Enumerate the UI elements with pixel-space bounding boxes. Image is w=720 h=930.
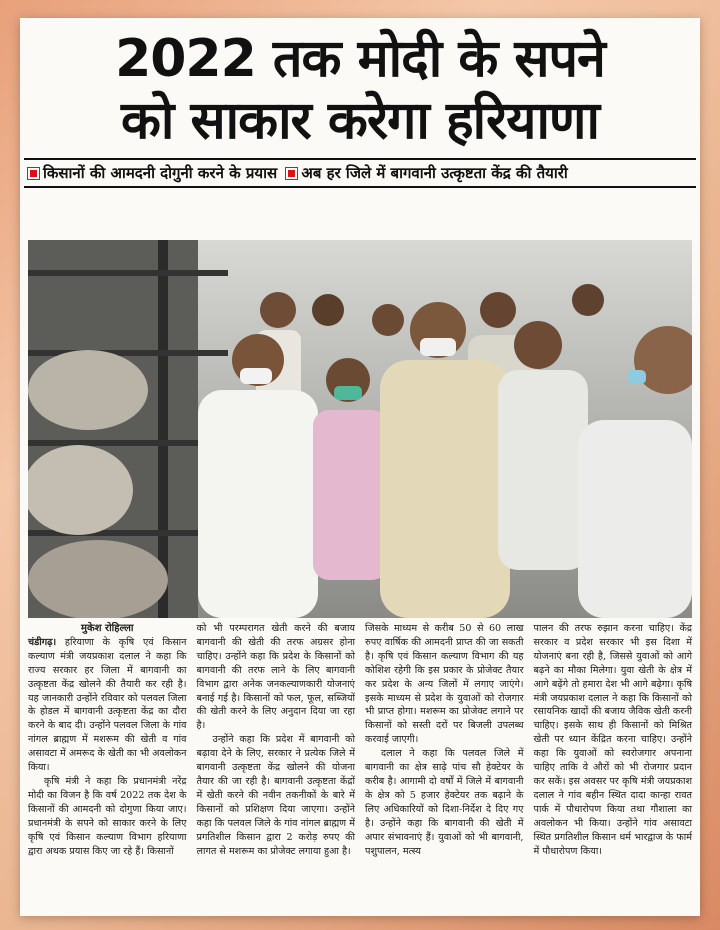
article-text: हरियाणा के कृषि एवं किसान कल्याण मंत्री जयप्रकाश दलाल ने कहा कि राज्य सरकार हर जिला में बागवानी का उत्कृष्टता केंद्र खोलने की तैयारी कर रही है। यह जानकारी उन्होंने रविवार को पलवल जिला के होडल में बागवानी उत्कृष्टता केंद्र का दौरा करने के बाद दी। उन्होंने पलवल जिला के गांव नांगल ब्राह्मण में मशरूम की खेती व गांव असावटा में अमरूद के खेती का भी अवलोकन किया। (28, 636, 187, 774)
subheading-bar (24, 158, 696, 188)
article-column-3 (365, 622, 524, 908)
headline-line-1: 2022 तक मोदी के सपने (115, 29, 605, 89)
article-paragraph: उन्होंने कहा कि प्रदेश में बागवानी को बढ़ावा देने के लिए, सरकार ने प्रत्येक जिले में बागवानी उत्कृष्टता केंद्र खोलने की योजना तैयार की जा रही है। बागवानी उत्कृष्टता केंद्रों में खेती करने की नवीन तकनीकों के बारे में किसानों को प्रशिक्षण दिया जाएगा। उन्होंने कहा कि पलवल जिले के गांव नांगल ब्राह्मण में प्रगतिशील किसान द्वारा 2 करोड़ रुपए की लागत से मशरूम का प्रोजेक्ट लगाया हुआ है। (196, 734, 355, 857)
dateline: चंडीगढ़। (28, 636, 57, 648)
headline (20, 18, 700, 152)
newspaper-clipping (20, 18, 700, 916)
article-paragraph: को भी परम्परागत खेती करने की बजाय बागवानी की खेती की तरफ अग्रसर होना चाहिए। उन्होंने कहा कि प्रदेश के किसानों को बागवानी की तरफ लाने के लिए बागवानी विभाग द्वारा अनेक जनकल्याणकारी योजनाएं बनाई गई है। किसानों को फल, फूल, सब्जियों की खेती करने के लिए अनुदान दिया जा रहा है। (196, 623, 355, 732)
article-column-1 (28, 622, 187, 908)
subheading-1: किसानों की आमदनी दोगुनी करने के प्रयास (43, 164, 278, 182)
article-paragraph: जिसके माध्यम से करीब 50 से 60 लाख रुपए वार्षिक की आमदनी प्राप्त की जा सकती है। कृषि एवं किसान कल्याण विभाग की यह कोशिश रहेगी कि इस प्रकार के प्रोजेक्ट तैयार कर प्रदेश के अन्य जिलों में लगाए जाएंगे। इसके माध्यम से प्रदेश के युवाओं को रोजगार भी प्राप्त होगा। मशरूम का प्रोजेक्ट लगाने पर किसानों को सस्ती दरों पर बिजली उपलब्ध करवाई जाएगी। (365, 623, 524, 746)
article-paragraph: दलाल ने कहा कि पलवल जिले में बागवानी का क्षेत्र साढ़े पांच सौ हेक्टेयर के करीब है। आगामी दो वर्षों में जिले में बागवानी के क्षेत्र को 5 हजार हेक्टेयर तक बढ़ाने के लिए अधिकारियों को दिशा-निर्देश दे दिए गए है। उन्होंने कहा कि बागवानी की खेती में अपार संभावनाएं हैं। युवाओं को भी बागवानी, पशुपालन, मत्स्य (365, 748, 524, 857)
news-photo-illustration (28, 240, 692, 618)
article-column-2 (197, 622, 356, 908)
article-paragraph: पालन की तरफ रुझान करना चाहिए। केंद्र सरकार व प्रदेश सरकार भी इस दिशा में योजनाएं बना रही है, जिससे युवाओं को आगे बढ़ने का मौका मिलेगा। युवा खेती के क्षेत्र में आगे बढ़ेंगे तो हमारा देश भी आगे बढ़ेगा। कृषि मंत्री जयप्रकाश दलाल ने कहा कि किसानों को रसायनिक खादों की बजाय जैविक खेती करनी चाहिए। इसके साथ ही किसानों को मिश्रित खेती पर ध्यान केंद्रित करना चाहिए। उन्होंने कहा कि युवाओं को स्वरोजगार अपनाना चाहिए ताकि वे औरों को भी रोजगार प्रदान कर सकें। इस अवसर पर कृषि मंत्री जयप्रकाश दलाल ने गांव बहीन स्थित दादा कान्हा रावत पार्क में पौधारोपण किया तथा गौशाला का अवलोकन भी किया। उन्होंने गांव असावटा स्थित प्रगतिशील किसान धर्म भारद्वाज के फार्म में पौधारोपण किया। (533, 623, 692, 857)
subheading-2: अब हर जिले में बागवानी उत्कृष्टता केंद्र की तैयारी (301, 164, 568, 182)
article-paragraph: कृषि मंत्री ने कहा कि प्रधानमंत्री नरेंद्र मोदी का विजन है कि वर्ष 2022 तक देश के किसानों की आमदनी को दोगुणा किया जाए। प्रधानमंत्री के सपने को साकार करने के लिए कृषि एवं किसान कल्याण विभाग हरियाणा द्वारा अथक प्रयास किए जा रहे हैं। किसानों (28, 775, 187, 857)
headline-line-2: को साकार करेगा हरियाणा (121, 91, 599, 151)
article-column-4 (534, 622, 693, 908)
byline: मुकेश रोहिल्ला (81, 623, 134, 634)
bullet-square-icon (286, 168, 297, 179)
article-body (28, 622, 692, 908)
bullet-square-icon (28, 168, 39, 179)
article-paragraph (28, 636, 187, 775)
news-photo (28, 240, 692, 618)
